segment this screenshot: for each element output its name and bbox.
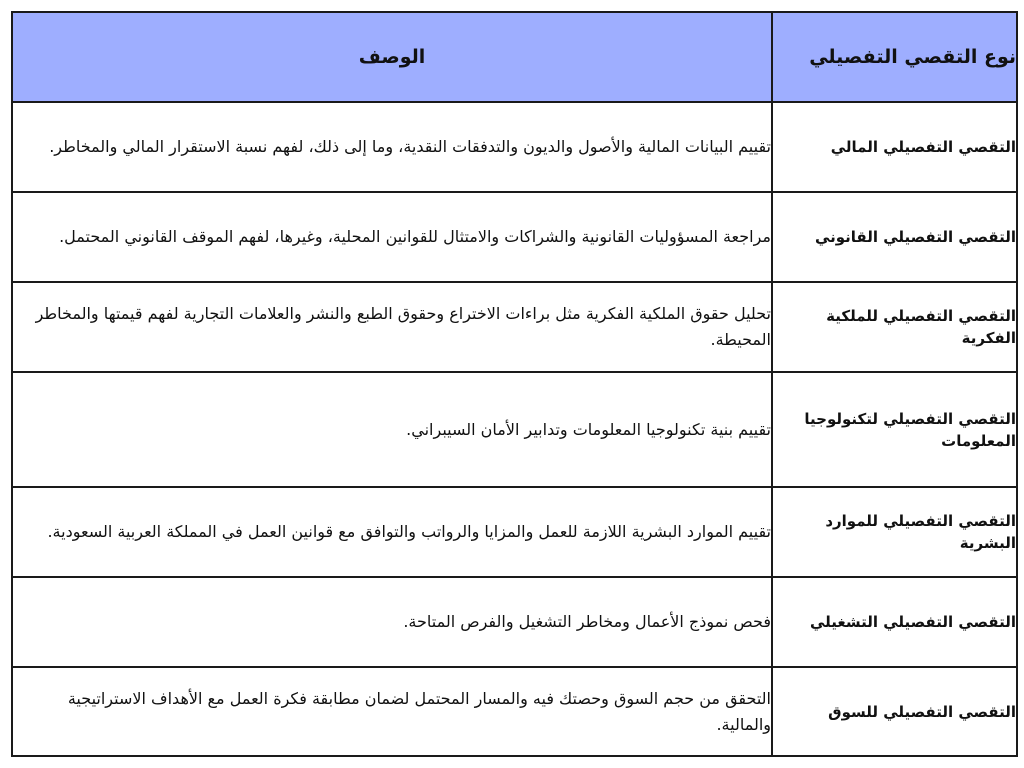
row-description-intellectual-property: تحليل حقوق الملكية الفكرية مثل براءات الاختراع وحقوق الطبع والنشر والعلامات التجارية لفهم قيمتها والمخاطر المحيطة.	[12, 282, 772, 372]
table-row	[12, 487, 1017, 577]
row-description-operational: فحص نموذج الأعمال ومخاطر التشغيل والفرص المتاحة.	[12, 577, 772, 667]
header-description: الوصف	[12, 12, 772, 102]
row-type-hr: التقصي التفصيلي للموارد البشرية	[772, 487, 1017, 577]
table-header	[12, 12, 1017, 102]
table-row	[12, 102, 1017, 192]
row-description-market: التحقق من حجم السوق وحصتك فيه والمسار المحتمل لضمان مطابقة فكرة العمل مع الأهداف الاستراتيجية والمالية.	[12, 667, 772, 756]
due-diligence-table	[11, 11, 1018, 757]
due-diligence-table-container	[11, 11, 1016, 757]
header-row	[12, 12, 1017, 102]
table-row	[12, 192, 1017, 282]
row-description-legal: مراجعة المسؤوليات القانونية والشراكات والامتثال للقوانين المحلية، وغيرها، لفهم الموقف القانوني المحتمل.	[12, 192, 772, 282]
row-type-financial: التقصي التفصيلي المالي	[772, 102, 1017, 192]
row-type-legal: التقصي التفصيلي القانوني	[772, 192, 1017, 282]
table-row	[12, 577, 1017, 667]
row-type-operational: التقصي التفصيلي التشغيلي	[772, 577, 1017, 667]
table-row	[12, 372, 1017, 487]
table-row	[12, 282, 1017, 372]
row-description-hr: تقييم الموارد البشرية اللازمة للعمل والمزايا والرواتب والتوافق مع قوانين العمل في المملكة العربية السعودية.	[12, 487, 772, 577]
row-description-it: تقييم بنية تكنولوجيا المعلومات وتدابير الأمان السيبراني.	[12, 372, 772, 487]
row-type-market: التقصي التفصيلي للسوق	[772, 667, 1017, 756]
row-type-it: التقصي التفصيلي لتكنولوجيا المعلومات	[772, 372, 1017, 487]
row-type-intellectual-property: التقصي التفصيلي للملكية الفكرية	[772, 282, 1017, 372]
row-description-financial: تقييم البيانات المالية والأصول والديون والتدفقات النقدية، وما إلى ذلك، لفهم نسبة الاستقرار المالي والمخاطر.	[12, 102, 772, 192]
table-body	[12, 102, 1017, 756]
header-type: نوع التقصي التفصيلي	[772, 12, 1017, 102]
table-row	[12, 667, 1017, 756]
